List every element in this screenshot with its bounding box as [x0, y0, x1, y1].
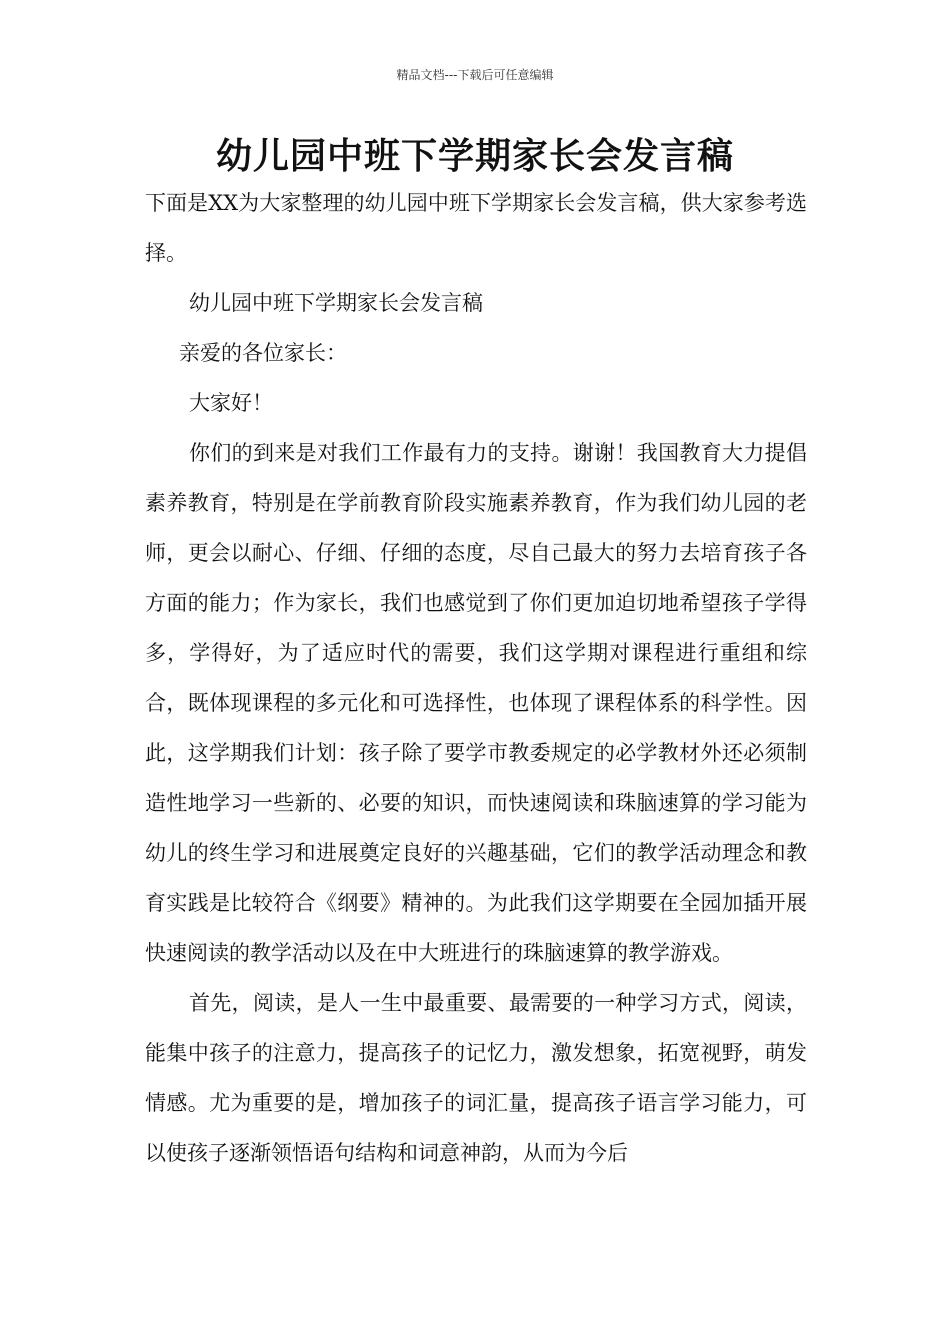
subtitle: 幼儿园中班下学期家长会发言稿 — [189, 291, 483, 315]
document-body — [145, 178, 807, 1178]
body-paragraph: 你们的到来是对我们工作最有力的支持。谢谢！我国教育大力提倡素养教育，特别是在学前教育阶段实施素养教育，作为我们幼儿园的老师，更会以耐心、仔细、仔细的态度，尽自己最大的努力去培育孩子各方面的能力；作为家长，我们也感觉到了你们更加迫切地希望孩子学得多，学得好，为了适应时代的需要，我们这学期对课程进行重组和综合，既体现课程的多元化和可选择性，也体现了课程体系的科学性。因此，这学期我们计划：孩子除了要学市教委规定的必学教材外还必须制造性地学习一些新的、必要的知识，而快速阅读和珠脑速算的学习能为幼儿的终生学习和进展奠定良好的兴趣基础，它们的教学活动理念和教育实践是比较符合《纲要》精神的。为此我们这学期要在全园加插开展快速阅读的教学活动以及在中大班进行的珠脑速算的教学游戏。 — [145, 441, 807, 965]
body-paragraph: 首先，阅读，是人一生中最重要、最需要的一种学习方式，阅读，能集中孩子的注意力，提高孩子的记忆力，激发想象，拓宽视野，萌发情感。尤为重要的是，增加孩子的词汇量，提高孩子语言学习能力，可以使孩子逐渐领悟语句结构和词意神韵，从而为今后 — [145, 991, 807, 1165]
document-title: 幼儿园中班下学期家长会发言稿 — [215, 136, 734, 177]
salutation: 亲爱的各位家长： — [179, 341, 347, 365]
intro-paragraph: 下面是XX为大家整理的幼儿园中班下学期家长会发言稿，供大家参考选择。 — [145, 191, 807, 265]
header-note: 精品文档---下载后可任意编辑 — [396, 68, 554, 82]
greeting: 大家好！ — [189, 391, 273, 415]
